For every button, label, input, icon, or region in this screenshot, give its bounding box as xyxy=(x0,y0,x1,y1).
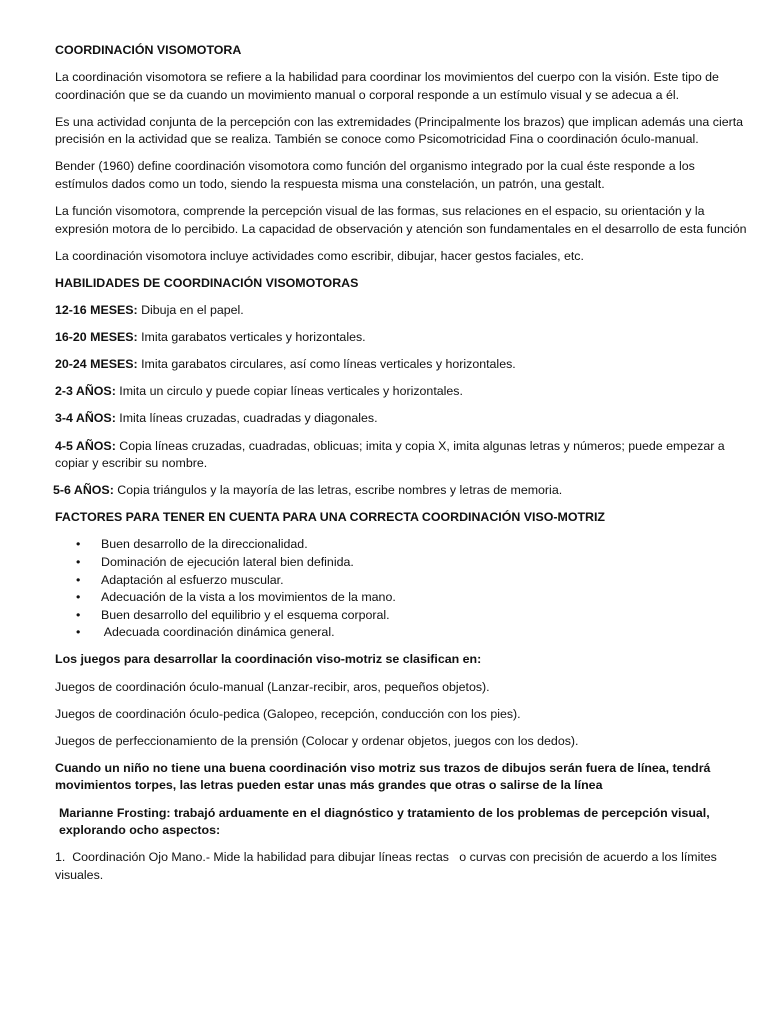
list-item-text: Adecuada coordinación dinámica general. xyxy=(101,625,335,640)
factors-heading: FACTORES PARA TENER EN CUENTA PARA UNA CORRECTA COORDINACIÓN VISO-MOTRIZ xyxy=(55,510,606,525)
bullet-icon: • xyxy=(76,590,81,605)
aspect-eye-hand: 1. Coordinación Ojo Mano.- Mide la habilidad para dibujar líneas rectas o curvas con precisión de acuerdo a los límites visuales. xyxy=(55,850,721,882)
paragraph-frosting: Marianne Frosting: trabajó arduamente en el diagnóstico y tratamiento de los problemas de percepción visual, explorando ocho aspectos: xyxy=(59,805,710,838)
document-page xyxy=(55,42,750,894)
stage-text: Imita un circulo y puede copiar líneas verticales y horizontales. xyxy=(115,384,463,399)
stage-text: Imita líneas cruzadas, cuadradas y diagonales. xyxy=(115,411,378,426)
stage-label: 12-16 MESES: xyxy=(55,303,138,318)
list-item xyxy=(55,607,750,625)
stage-4-5-years xyxy=(55,438,750,473)
games-heading: Los juegos para desarrollar la coordinación viso-motriz se clasifican en: xyxy=(55,652,482,667)
paragraph-definition: La coordinación visomotora se refiere a la habilidad para coordinar los movimientos del cuerpo con la visión. Este tipo de coordinación que se da cuando un movimiento manual o corporal responde a un estímulo visual y se adecua a él. xyxy=(55,70,719,102)
paragraph-poor-coordination: Cuando un niño no tiene una buena coordinación viso motriz sus trazos de dibujos serán fuera de línea, tendrá movimientos torpes, las letras pueden estar unas más grandes que otras o salirse de la línea xyxy=(55,760,711,793)
skills-heading: HABILIDADES DE COORDINACIÓN VISOMOTORAS xyxy=(55,275,359,290)
stage-label: 16-20 MESES: xyxy=(55,330,138,345)
document-title: COORDINACIÓN VISOMOTORA xyxy=(55,43,242,57)
factors-list xyxy=(55,536,750,642)
list-item-text: Buen desarrollo de la direccionalidad. xyxy=(101,537,308,552)
stage-12-16-months xyxy=(55,302,750,320)
paragraph-visomotor-function: La función visomotora, comprende la percepción visual de las formas, sus relaciones en el espacio, su orientación y la expresión motora de lo percibido. La capacidad de observación y atención son fundamentales en el desarrollo de esta función xyxy=(55,204,747,236)
stage-text: Dibuja en el papel. xyxy=(137,303,244,318)
stage-label: 20-24 MESES: xyxy=(55,357,138,372)
list-item-text: Buen desarrollo del equilibrio y el esquema corporal. xyxy=(101,607,390,622)
stage-16-20-months xyxy=(55,329,750,347)
list-item xyxy=(55,572,750,590)
paragraph-activities: La coordinación visomotora incluye actividades como escribir, dibujar, hacer gestos faciales, etc. xyxy=(55,248,584,263)
list-item xyxy=(55,624,750,642)
list-item xyxy=(55,536,750,554)
paragraph-bender: Bender (1960) define coordinación visomotora como función del organismo integrado por la cual éste responde a los estímulos dados como un todo, siendo la respuesta misma una constelación, un patrón, una gestalt. xyxy=(55,159,695,192)
game-oculo-pedica: Juegos de coordinación óculo-pedica (Galopeo, recepción, conducción con los pies). xyxy=(55,706,521,721)
list-item-text: Adecuación de la vista a los movimientos de la mano. xyxy=(101,590,396,605)
stage-text: Copia líneas cruzadas, cuadradas, oblicuas; imita y copia X, imita algunas letras y números; puede empezar a copiar y escribir su nombre. xyxy=(55,438,725,471)
stage-text: Imita garabatos circulares, así como líneas verticales y horizontales. xyxy=(137,357,516,372)
bullet-icon: • xyxy=(76,554,81,569)
stage-3-4-years xyxy=(55,410,750,428)
bullet-icon: • xyxy=(76,607,81,622)
list-item xyxy=(55,554,750,572)
bullet-icon: • xyxy=(76,572,81,587)
stage-label: 2-3 AÑOS: xyxy=(55,384,116,399)
stage-20-24-months xyxy=(55,356,750,374)
stage-text: Imita garabatos verticales y horizontales. xyxy=(137,330,366,345)
stage-label: 4-5 AÑOS: xyxy=(55,438,116,453)
stage-2-3-years xyxy=(55,383,750,401)
list-item xyxy=(55,589,750,607)
bullet-icon: • xyxy=(76,625,81,640)
list-item-text: Adaptación al esfuerzo muscular. xyxy=(101,572,284,587)
stage-5-6-years xyxy=(53,482,750,500)
stage-label: 3-4 AÑOS: xyxy=(55,411,116,426)
stage-text: Copia triángulos y la mayoría de las letras, escribe nombres y letras de memoria. xyxy=(113,483,563,498)
stage-label: 5-6 AÑOS: xyxy=(53,483,114,498)
paragraph-joint-activity: Es una actividad conjunta de la percepción con las extremidades (Principalmente los brazos) que implican además una cierta precisión en la actividad que se realiza. También se conoce como Psicomotricidad Fina o coordinación óculo-manual. xyxy=(55,114,744,147)
game-oculo-manual: Juegos de coordinación óculo-manual (Lanzar-recibir, aros, pequeños objetos). xyxy=(55,679,490,694)
bullet-icon: • xyxy=(76,537,81,552)
list-item-text: Dominación de ejecución lateral bien definida. xyxy=(101,554,354,569)
game-prension: Juegos de perfeccionamiento de la prensión (Colocar y ordenar objetos, juegos con los dedos). xyxy=(55,733,579,748)
